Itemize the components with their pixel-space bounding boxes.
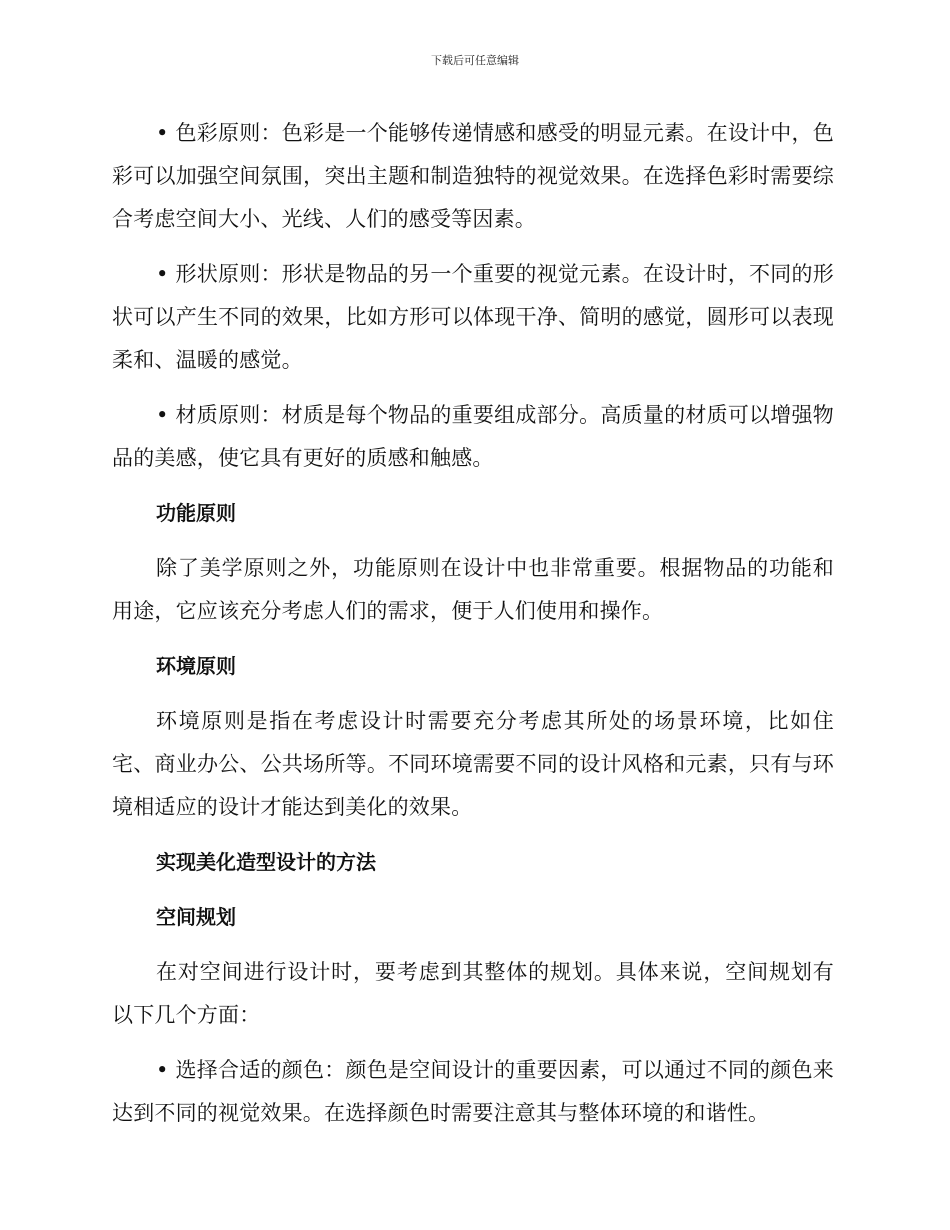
paragraph-choose-color: • 选择合适的颜色：颜色是空间设计的重要因素，可以通过不同的颜色来达到不同的视觉效果。在选择颜色时需要注意其与整体环境的和谐性。 xyxy=(112,1058,834,1125)
paragraph-function-principle: 除了美学原则之外，功能原则在设计中也非常重要。根据物品的功能和用途，它应该充分考虑人们的需求，便于人们使用和操作。 xyxy=(112,556,834,623)
paragraph-space-planning-intro: 在对空间进行设计时，要考虑到其整体的规划。具体来说，空间规划有以下几个方面： xyxy=(112,960,834,1027)
heading-environment-principle: 环境原则 xyxy=(156,654,236,678)
paragraph-material-principle: • 材质原则：材质是每个物品的重要组成部分。高质量的材质可以增强物品的美感，使它具有更好的质感和触感。 xyxy=(112,403,834,470)
paragraph-environment-principle: 环境原则是指在考虑设计时需要充分考虑其所处的场景环境，比如住宅、商业办公、公共场所等。不同环境需要不同的设计风格和元素，只有与环境相适应的设计才能达到美化的效果。 xyxy=(112,709,834,819)
paragraph-shape-principle: • 形状原则：形状是物品的另一个重要的视觉元素。在设计时，不同的形状可以产生不同的效果，比如方形可以体现干净、简明的感觉，圆形可以表现柔和、温暖的感觉。 xyxy=(112,262,834,372)
document-body xyxy=(112,112,834,1147)
page-header: 下载后可任意编辑 xyxy=(431,54,519,67)
paragraph-color-principle: • 色彩原则：色彩是一个能够传递情感和感受的明显元素。在设计中，色彩可以加强空间氛围，突出主题和制造独特的视觉效果。在选择色彩时需要综合考虑空间大小、光线、人们的感受等因素。 xyxy=(112,121,834,231)
heading-methods: 实现美化造型设计的方法 xyxy=(156,850,376,874)
heading-function-principle: 功能原则 xyxy=(156,501,236,525)
heading-space-planning: 空间规划 xyxy=(156,905,236,929)
